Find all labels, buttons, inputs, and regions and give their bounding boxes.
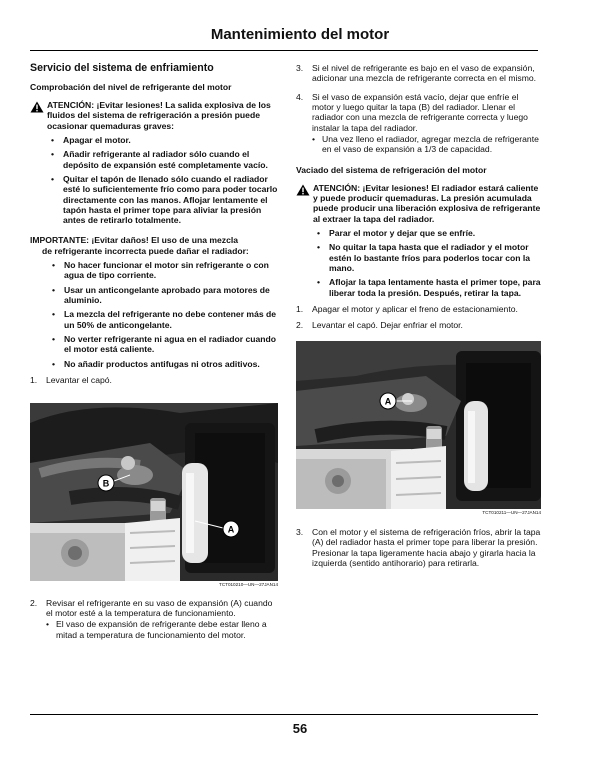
list-item: • El vaso de expansión de refrigerante debe estar lleno a mitad a temperatura de funcionamiento del motor. bbox=[46, 619, 278, 640]
step-3 bbox=[296, 63, 541, 84]
important-rest: de refrigerante incorrecta puede dañar el radiador: bbox=[42, 245, 249, 256]
caution-block bbox=[296, 183, 541, 298]
step-number: 3. bbox=[296, 527, 304, 538]
sub-heading-check-level: Comprobación del nivel de refrigerante del motor bbox=[30, 81, 232, 92]
drain-step-3 bbox=[296, 527, 541, 568]
important-lead: IMPORTANTE: ¡Evitar daños! El uso de una mezcla bbox=[30, 235, 239, 246]
caution-text: ATENCIÓN: ¡Evitar lesiones! La salida explosiva de los fluidos del sistema de refrigeración a presión puede ocasionar quemaduras graves: bbox=[47, 100, 271, 131]
sub-heading-drain: Vaciado del sistema de refrigeración del motor bbox=[296, 164, 487, 175]
list-item: • Parar el motor y dejar que se enfríe. bbox=[317, 228, 541, 238]
step-4 bbox=[296, 92, 541, 155]
step-text: Levantar el capó. bbox=[46, 374, 112, 385]
caution-list bbox=[313, 228, 541, 298]
warning-triangle-icon bbox=[30, 101, 44, 115]
step-number: 4. bbox=[296, 91, 304, 102]
list-item: • No añadir productos antifugas ni otros aditivos. bbox=[52, 359, 278, 369]
step-number: 3. bbox=[296, 63, 304, 73]
drain-step-1 bbox=[296, 304, 541, 314]
step-number: 2. bbox=[296, 320, 304, 331]
engine-photo-left bbox=[30, 403, 278, 581]
list-item: • No quitar la tapa hasta que el radiador y el motor estén lo bastante fríos para poderlos tocar con la mano. bbox=[317, 242, 541, 273]
step-text: Revisar el refrigerante en su vaso de expansión (A) cuando el motor esté a la temperatura de funcionamiento. bbox=[46, 597, 273, 619]
step-text: Con el motor y el sistema de refrigeración fríos, abrir la tapa (A) del radiador hasta el primer tope para liberar la presión. Presionar la tapa ligeramente hacia abajo y girarla hacia la izquierda (sentido antihorario) para retirarla. bbox=[312, 527, 541, 568]
caution-text: ATENCIÓN: ¡Evitar lesiones! El radiador estará caliente y puede producir quemaduras. La presión acumulada puede producir una liberación explosiva de refrigerante al extraer la tapa del radiador. bbox=[313, 182, 541, 224]
figure-caption: TCT010211—UN—27JAN14 bbox=[482, 509, 541, 515]
callout-b: B bbox=[102, 478, 110, 489]
figure-caption: TCT010210—UN—27JAN14 bbox=[219, 582, 278, 588]
engine-photo-right bbox=[296, 341, 541, 509]
callout-a: A bbox=[384, 396, 392, 407]
step-text: Si el vaso de expansión está vacío, dejar que enfríe el motor y luego quitar la tapa (B) del radiador. Llenar el radiador con una mezcla de refrigerante correcta y luego instalar la tapa del radiador. bbox=[312, 91, 528, 133]
caution-block bbox=[30, 100, 278, 225]
footer-rule bbox=[30, 714, 538, 715]
step-text: Apagar el motor y aplicar el freno de estacionamiento. bbox=[312, 303, 518, 314]
list-item: • Añadir refrigerante al radiador sólo cuando el depósito de expansión esté completamente vacío. bbox=[51, 149, 278, 170]
callout-a: A bbox=[227, 524, 235, 535]
list-item: • Quitar el tapón de llenado sólo cuando el radiador esté lo suficientemente frío como para poder tocarlo directamente con las manos. Aflojar lentamente el tapón hasta el primer tope para aliviar la presión antes de retirarlo totalmente. bbox=[51, 174, 278, 226]
section-heading: Servicio del sistema de enfriamiento bbox=[30, 62, 214, 74]
list-item: • Aflojar la tapa lentamente hasta el primer tope, para liberar toda la presión. Después, retirar la tapa. bbox=[317, 277, 541, 298]
list-item: • La mezcla del refrigerante no debe contener más de un 50% de anticongelante. bbox=[52, 309, 278, 330]
list-item: • Una vez lleno el radiador, agregar mezcla de refrigerante en el vaso de expansión a 1/3 de capacidad. bbox=[312, 134, 541, 155]
left-column bbox=[30, 60, 278, 646]
step-2 bbox=[30, 598, 278, 640]
list-item: • Apagar el motor. bbox=[51, 135, 278, 145]
list-item: • No verter refrigerante ni agua en el radiador cuando el motor está caliente. bbox=[52, 334, 278, 355]
step-text: Levantar el capó. Dejar enfriar el motor. bbox=[312, 320, 463, 331]
page-number: 56 bbox=[292, 721, 308, 736]
page-title: Mantenimiento del motor bbox=[210, 26, 390, 43]
step-sub-list bbox=[46, 619, 278, 640]
step-sub-list bbox=[312, 134, 541, 155]
step-number: 1. bbox=[30, 374, 38, 385]
figure-radiator-cap bbox=[296, 341, 541, 516]
step-text: Si el nivel de refrigerante es bajo en el vaso de expansión, adicionar una mezcla de refrigerante correcta en el mismo. bbox=[312, 63, 537, 84]
right-column bbox=[296, 60, 541, 574]
step-number: 2. bbox=[30, 597, 38, 608]
figure-coolant-reservoir bbox=[30, 403, 278, 588]
important-list bbox=[30, 260, 278, 369]
caution-list bbox=[47, 135, 278, 226]
title-rule bbox=[30, 50, 538, 51]
important-notice bbox=[30, 235, 278, 256]
step-1 bbox=[30, 375, 278, 385]
drain-step-2 bbox=[296, 320, 541, 330]
warning-triangle-icon bbox=[296, 184, 310, 198]
list-item: • No hacer funcionar el motor sin refrigerante o con agua de tipo corriente. bbox=[52, 260, 278, 281]
step-number: 1. bbox=[296, 303, 304, 314]
list-item: • Usar un anticongelante aprobado para motores de aluminio. bbox=[52, 285, 278, 306]
